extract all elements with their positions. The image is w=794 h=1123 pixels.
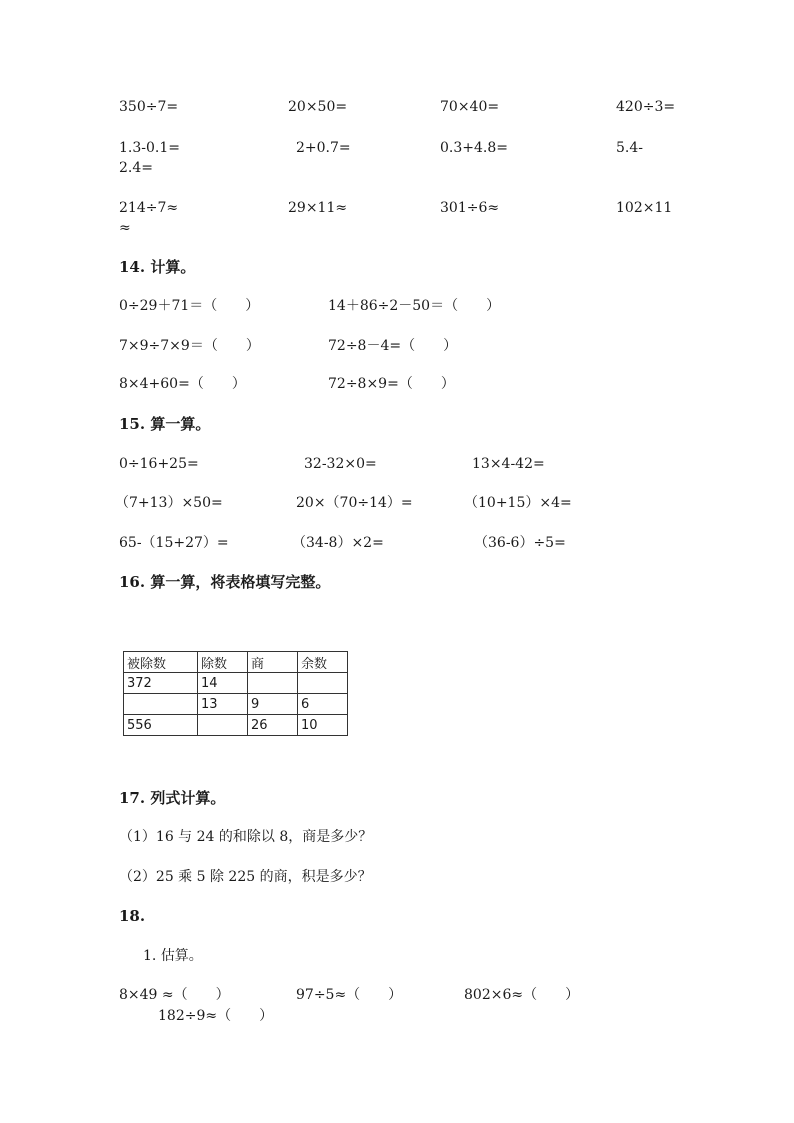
calc-13-r3-c3: 301÷6≈ [440,200,500,216]
calc-13-r2-c2: 2+0.7= [296,140,351,156]
q15-item-1: 0÷16+25= [119,456,199,472]
table-cell: 26 [248,715,298,736]
q18-title: 18. [119,907,146,925]
table-row [124,715,348,736]
table-cell: 14 [198,673,248,694]
header-remainder: 余数 [298,652,348,673]
table-cell [124,694,198,715]
q18-item-3: 802×6≈（ ） [464,987,580,1003]
q18-item-1: 8×49 ≈（ ） [119,987,230,1003]
header-dividend: 被除数 [124,652,198,673]
q17-title: 17. 列式计算。 [119,789,226,807]
q15-title: 15. 算一算。 [119,415,211,433]
calc-13-r3-c1: 214÷7≈ [119,200,179,216]
table-cell [298,673,348,694]
q18-subtitle: 1. 估算。 [143,948,203,964]
q17-item-1: （1）16 与 24 的和除以 8，商是多少？ [119,829,373,845]
table-header-row [124,652,348,673]
calc-13-r2-c4: 5.4- [616,140,643,156]
header-quotient: 商 [248,652,298,673]
table-cell: 372 [124,673,198,694]
q18-item-4: 182÷9≈（ ） [158,1008,274,1024]
table-cell [248,673,298,694]
q15-item-3: 13×4-42= [472,456,545,472]
q16-title: 16. 算一算，将表格填写完整。 [119,573,331,591]
calc-13-r1-c3: 70×40= [440,99,500,115]
calc-13-r1-c4: 420÷3= [616,99,676,115]
q15-item-4: （7+13）×50= [115,495,223,511]
calc-13-r2-wrap: 2.4= [119,160,153,176]
table-row [124,694,348,715]
q15-item-7: 65-（15+27）= [119,535,229,551]
table-cell: 6 [298,694,348,715]
header-divisor: 除数 [198,652,248,673]
calc-13-r3-c4: 102×11 [616,200,673,216]
calc-13-r3-wrap: ≈ [119,220,131,236]
calc-13-r3-c2: 29×11≈ [288,200,348,216]
table-cell: 556 [124,715,198,736]
calc-13-r1-c2: 20×50= [288,99,348,115]
table-cell: 13 [198,694,248,715]
table-cell: 9 [248,694,298,715]
q14-item-3: 7×9÷7×9＝（ ） [119,338,260,354]
q15-item-2: 32-32×0= [304,456,377,472]
q15-item-8: （34-8）×2= [292,535,384,551]
q18-item-2: 97÷5≈（ ） [296,987,403,1003]
division-table [123,651,348,736]
q14-item-1: 0÷29＋71＝（ ） [119,298,260,314]
table-cell: 10 [298,715,348,736]
q14-item-4: 72÷8－4=（ ） [328,338,458,354]
calc-13-r2-c1: 1.3-0.1= [119,140,180,156]
calc-13-r1-c1: 350÷7= [119,99,179,115]
table-row [124,673,348,694]
q14-item-5: 8×4+60=（ ） [119,376,246,392]
q14-item-6: 72÷8×9=（ ） [328,376,455,392]
calc-13-r2-c3: 0.3+4.8= [440,140,508,156]
q17-item-2: （2）25 乘 5 除 225 的商，积是多少？ [119,869,372,885]
q15-item-9: （36-6）÷5= [474,535,566,551]
q15-item-6: （10+15）×4= [464,495,572,511]
q14-item-2: 14＋86÷2－50＝（ ） [328,298,501,314]
table-cell [198,715,248,736]
q15-item-5: 20×（70÷14）= [296,495,413,511]
q14-title: 14. 计算。 [119,258,196,276]
